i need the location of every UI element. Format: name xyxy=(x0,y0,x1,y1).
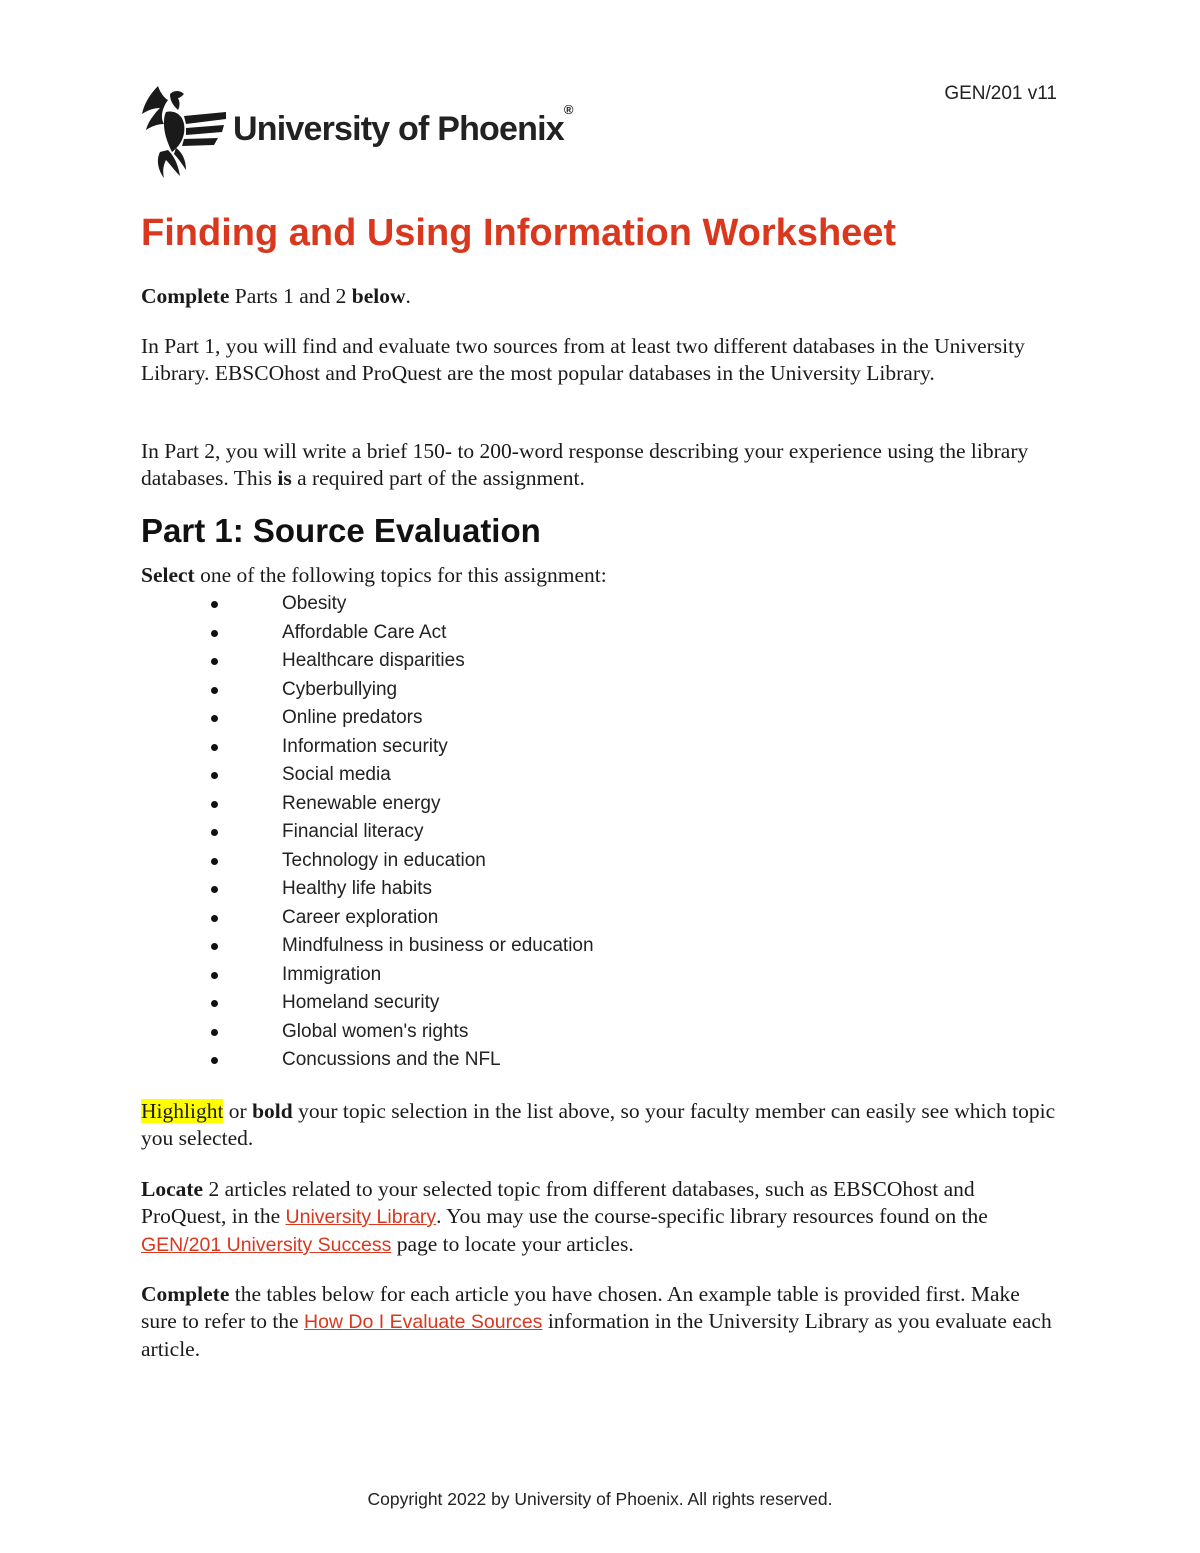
topic-label: Cyberbullying xyxy=(282,678,398,700)
bullet-icon xyxy=(211,630,218,637)
gen201-university-success-link[interactable]: GEN/201 University Success xyxy=(141,1234,392,1256)
topic-label: Technology in education xyxy=(282,849,486,871)
part1-heading: Part 1: Source Evaluation xyxy=(141,512,541,549)
bullet-icon xyxy=(211,744,218,751)
select-instruction: Select one of the following topics for this assignment: xyxy=(141,563,607,587)
bullet-icon xyxy=(211,1000,218,1007)
intro-complete-paragraph: Complete Parts 1 and 2 below. xyxy=(141,284,411,308)
highlight-word: Highlight xyxy=(141,1099,224,1123)
topic-label: Financial literacy xyxy=(282,821,424,842)
intro-part2-paragraph: In Part 2, you will write a brief 150- to 200-word response describing your experience using the library databases. This is a required part of the assignment. xyxy=(141,439,1029,490)
topic-label: Social media xyxy=(282,764,391,785)
page-title: Finding and Using Information Worksheet xyxy=(141,212,897,254)
university-logo xyxy=(140,84,580,180)
bullet-icon xyxy=(211,687,218,694)
phoenix-bird-icon xyxy=(140,84,230,180)
bullet-icon xyxy=(211,858,218,865)
bullet-icon xyxy=(211,715,218,722)
bullet-icon xyxy=(211,943,218,950)
topic-label: Global women's rights xyxy=(282,1020,469,1042)
locate-instruction: Locate 2 articles related to your selected topic from different databases, such as EBSCOhost and ProQuest, in the University Library. You may use the course-specific library resources found on the GEN/201 University Success page to locate your articles. xyxy=(141,1177,988,1256)
bullet-icon xyxy=(211,972,218,979)
topic-label: Immigration xyxy=(282,963,382,985)
topic-label: Homeland security xyxy=(282,992,440,1013)
highlight-instruction: Highlight or bold your topic selection in the list above, so your faculty member can easily see which topic you selected. xyxy=(141,1099,1056,1150)
bullet-icon xyxy=(211,601,218,608)
topic-label: Renewable energy xyxy=(282,792,441,814)
bullet-icon xyxy=(211,886,218,893)
topic-label: Healthcare disparities xyxy=(282,650,465,671)
topic-label: Career exploration xyxy=(282,906,439,928)
bullet-icon xyxy=(211,915,218,922)
bullet-icon xyxy=(211,801,218,808)
topic-label: Healthy life habits xyxy=(282,878,432,899)
intro-part1-paragraph: In Part 1, you will find and evaluate two sources from at least two different databases in the University Library. EBSCOhost and ProQuest are the most popular databases in the University Library. xyxy=(141,334,1025,385)
topic-label: Obesity xyxy=(282,593,347,614)
topic-label: Concussions and the NFL xyxy=(282,1049,501,1070)
topic-label: Mindfulness in business or education xyxy=(282,935,594,956)
complete-tables-instruction: Complete the tables below for each article you have chosen. An example table is provided first. Make sure to refer to the How Do I Evaluate Sources information in the University Library as you evaluate each article. xyxy=(141,1282,1052,1361)
topic-label: Affordable Care Act xyxy=(282,621,447,643)
document-version: GEN/201 v11 xyxy=(944,83,1057,104)
bullet-icon xyxy=(211,772,218,779)
bullet-icon xyxy=(211,1057,218,1064)
bullet-icon xyxy=(211,1029,218,1036)
bullet-icon xyxy=(211,658,218,665)
university-library-link[interactable]: University Library xyxy=(285,1206,437,1228)
how-do-i-evaluate-sources-link[interactable]: How Do I Evaluate Sources xyxy=(303,1311,543,1333)
topic-label: Information security xyxy=(282,735,448,757)
bullet-icon xyxy=(211,829,218,836)
registered-mark: ® xyxy=(563,101,573,117)
university-name: University of Phoenix® xyxy=(233,101,573,148)
topic-label: Online predators xyxy=(282,707,423,728)
copyright-footer: Copyright 2022 by University of Phoenix. All rights reserved. xyxy=(367,1489,833,1509)
